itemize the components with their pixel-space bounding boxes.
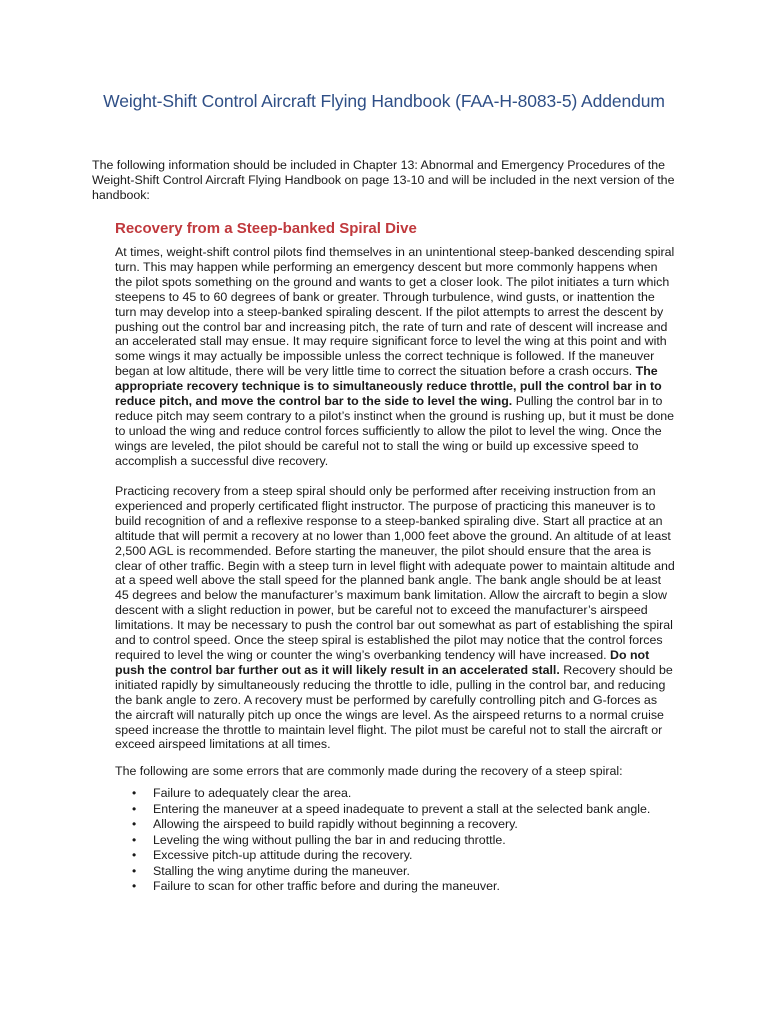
list-item	[132, 817, 692, 833]
list-item-text: Failure to scan for other traffic before and during the maneuver.	[153, 879, 500, 893]
list-item-text: Excessive pitch-up attitude during the recovery.	[153, 848, 413, 862]
paragraph-bold-text: Do not push the control bar further out as it will likely result in an accelerated stall.	[115, 647, 650, 677]
paragraph-text: Pulling the control bar in to reduce pitch may seem contrary to a pilot’s instinct when the ground is rushing up, but it must be done to unload the wing and reduce control forces sufficiently to allow the pilot to level the wing. Once the wings are leveled, the pilot should be careful not to stall the wing or build up excessive speed to accomplish a successful dive recovery.	[115, 394, 675, 468]
list-item	[132, 833, 692, 849]
errors-list	[132, 786, 692, 895]
paragraph-text: At times, weight-shift control pilots find themselves in an unintentional steep-banked descending spiral turn. This may happen while performing an emergency descent but more commonly happens when the pilot spots something on the ground and wants to get a closer look. The pilot initiates a turn which steepens to 45 to 60 degrees of bank or greater. Through turbulence, wind gusts, or inattention the turn may develop into a steep-banked spiraling descent. If the pilot attempts to arrest the descent by pushing out the control bar and increasing pitch, the rate of turn and rate of descent will increase and an accelerated stall may ensue. It may require significant force to level the wing at this point and with some wings it may actually be impossible unless the correct technique is followed. If the maneuver began at low altitude, there will be very little time to correct the situation before a crash occurs.	[115, 245, 675, 379]
intro-paragraph: The following information should be included in Chapter 13: Abnormal and Emergency Procedures of the Weight-Shift Control Aircraft Flying Handbook on page 13-10 and will be included in the next version of the handbook:	[92, 158, 675, 203]
list-item-text: Allowing the airspeed to build rapidly without beginning a recovery.	[153, 817, 518, 831]
list-item	[132, 848, 692, 864]
paragraph-text: Practicing recovery from a steep spiral should only be performed after receiving instruction from an experienced and properly certificated flight instructor. The purpose of practicing this maneuver is to build recognition of and a reflexive response to a steep-banked spiraling dive. Start all practice at an altitude that will permit a recovery at no lower than 1,000 feet above the ground. An altitude of at least 2,500 AGL is recommended. Before starting the maneuver, the pilot should ensure that the area is clear of other traffic. Begin with a steep turn in level flight with adequate power to maintain altitude and at a speed well above the stall speed for the planned bank angle. The bank angle should be at least 45 degrees and below the manufacturer’s maximum bank limitation. Allow the aircraft to begin a slow descent with a slight reduction in power, but be careful not to exceed the manufacturer’s airspeed limitations. It may be necessary to push the control bar out somewhat as part of establishing the spiral and to control speed. Once the steep spiral is established the pilot may notice that the control forces required to level the wing or counter the wing’s overbanking tendency will have increased.	[115, 484, 675, 662]
document-title: Weight-Shift Control Aircraft Flying Handbook (FAA-H-8083-5) Addendum	[103, 91, 665, 111]
list-item-text: Entering the maneuver at a speed inadequate to prevent a stall at the selected bank angle.	[153, 801, 651, 816]
bullet-icon: •	[132, 832, 137, 847]
list-item	[132, 879, 692, 895]
list-item	[132, 802, 692, 818]
paragraph-recovery-technique	[115, 245, 675, 469]
bullet-icon: •	[132, 786, 137, 800]
bullet-icon: •	[132, 879, 137, 893]
bullet-icon: •	[132, 817, 137, 831]
bullet-icon: •	[132, 848, 137, 862]
section-heading: Recovery from a Steep-banked Spiral Dive	[115, 220, 417, 237]
bullet-icon: •	[132, 863, 137, 878]
list-item	[132, 864, 692, 880]
list-item	[132, 786, 692, 802]
errors-intro: The following are some errors that are commonly made during the recovery of a steep spiral:	[115, 764, 623, 778]
list-item-text: Stalling the wing anytime during the maneuver.	[153, 863, 410, 878]
list-item-text: Failure to adequately clear the area.	[153, 786, 352, 800]
paragraph-practicing-recovery	[115, 484, 675, 752]
paragraph-bold-text: The appropriate recovery technique is to simultaneously reduce throttle, pull the control bar in to reduce pitch, and move the control bar to the side to level the wing.	[115, 364, 662, 409]
paragraph-text: Recovery should be initiated rapidly by simultaneously reducing the throttle to idle, pulling in the control bar, and reducing the bank angle to zero. A recovery must be performed by carefully controlling pitch and G-forces as the aircraft will naturally pitch up once the wings are level. As the airspeed returns to a normal cruise speed increase the throttle to maintain level flight. The pilot must be careful not to stall the aircraft or exceed airspeed limitations at all times.	[115, 662, 673, 752]
list-item-text: Leveling the wing without pulling the bar in and reducing throttle.	[153, 832, 506, 847]
bullet-icon: •	[132, 801, 137, 816]
